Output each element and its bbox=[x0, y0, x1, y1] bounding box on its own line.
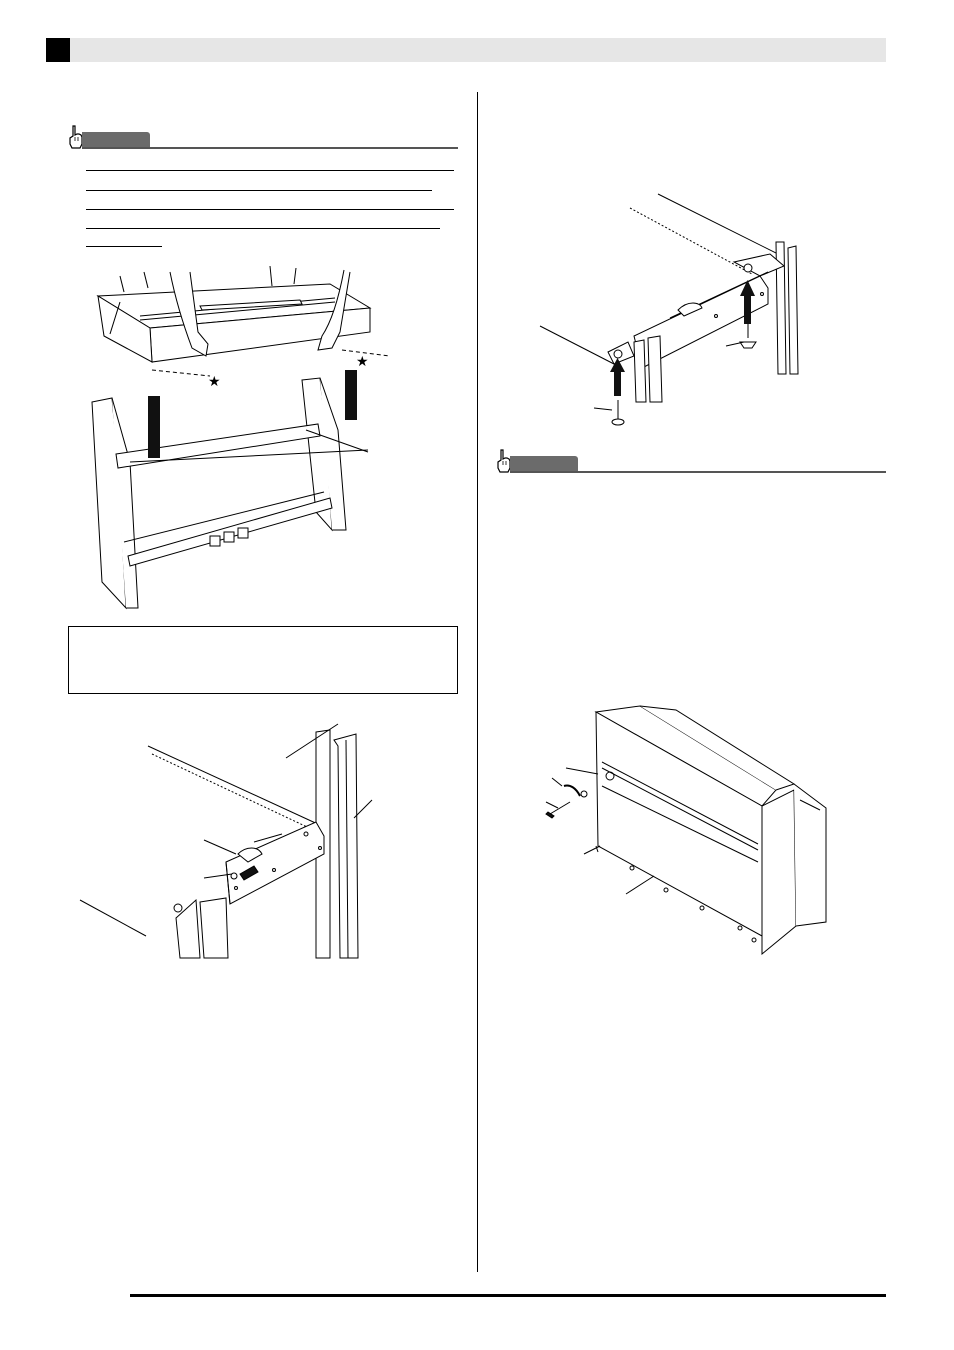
note-block-right bbox=[494, 448, 888, 476]
star-marker: ★ bbox=[208, 374, 221, 390]
text-underline bbox=[86, 209, 454, 210]
section-marker bbox=[46, 38, 70, 62]
star-marker: ★ bbox=[356, 354, 369, 370]
note-tab bbox=[510, 456, 578, 472]
figure-bracket-screws bbox=[538, 192, 808, 428]
figure-keyboard-stand-assembly bbox=[80, 262, 400, 612]
text-underline bbox=[86, 246, 162, 247]
footer-rule bbox=[130, 1294, 886, 1297]
note-block-left bbox=[66, 124, 460, 152]
header-bar bbox=[46, 38, 886, 62]
note-tab bbox=[82, 132, 150, 148]
text-underline bbox=[86, 228, 440, 229]
note-rule bbox=[82, 147, 458, 149]
text-underline bbox=[86, 170, 454, 171]
info-box bbox=[68, 626, 458, 694]
note-rule bbox=[510, 471, 886, 473]
figure-rear-view bbox=[544, 704, 830, 964]
figure-bracket-rail-left bbox=[76, 722, 366, 962]
text-underline bbox=[86, 190, 432, 191]
column-divider bbox=[477, 92, 478, 1272]
